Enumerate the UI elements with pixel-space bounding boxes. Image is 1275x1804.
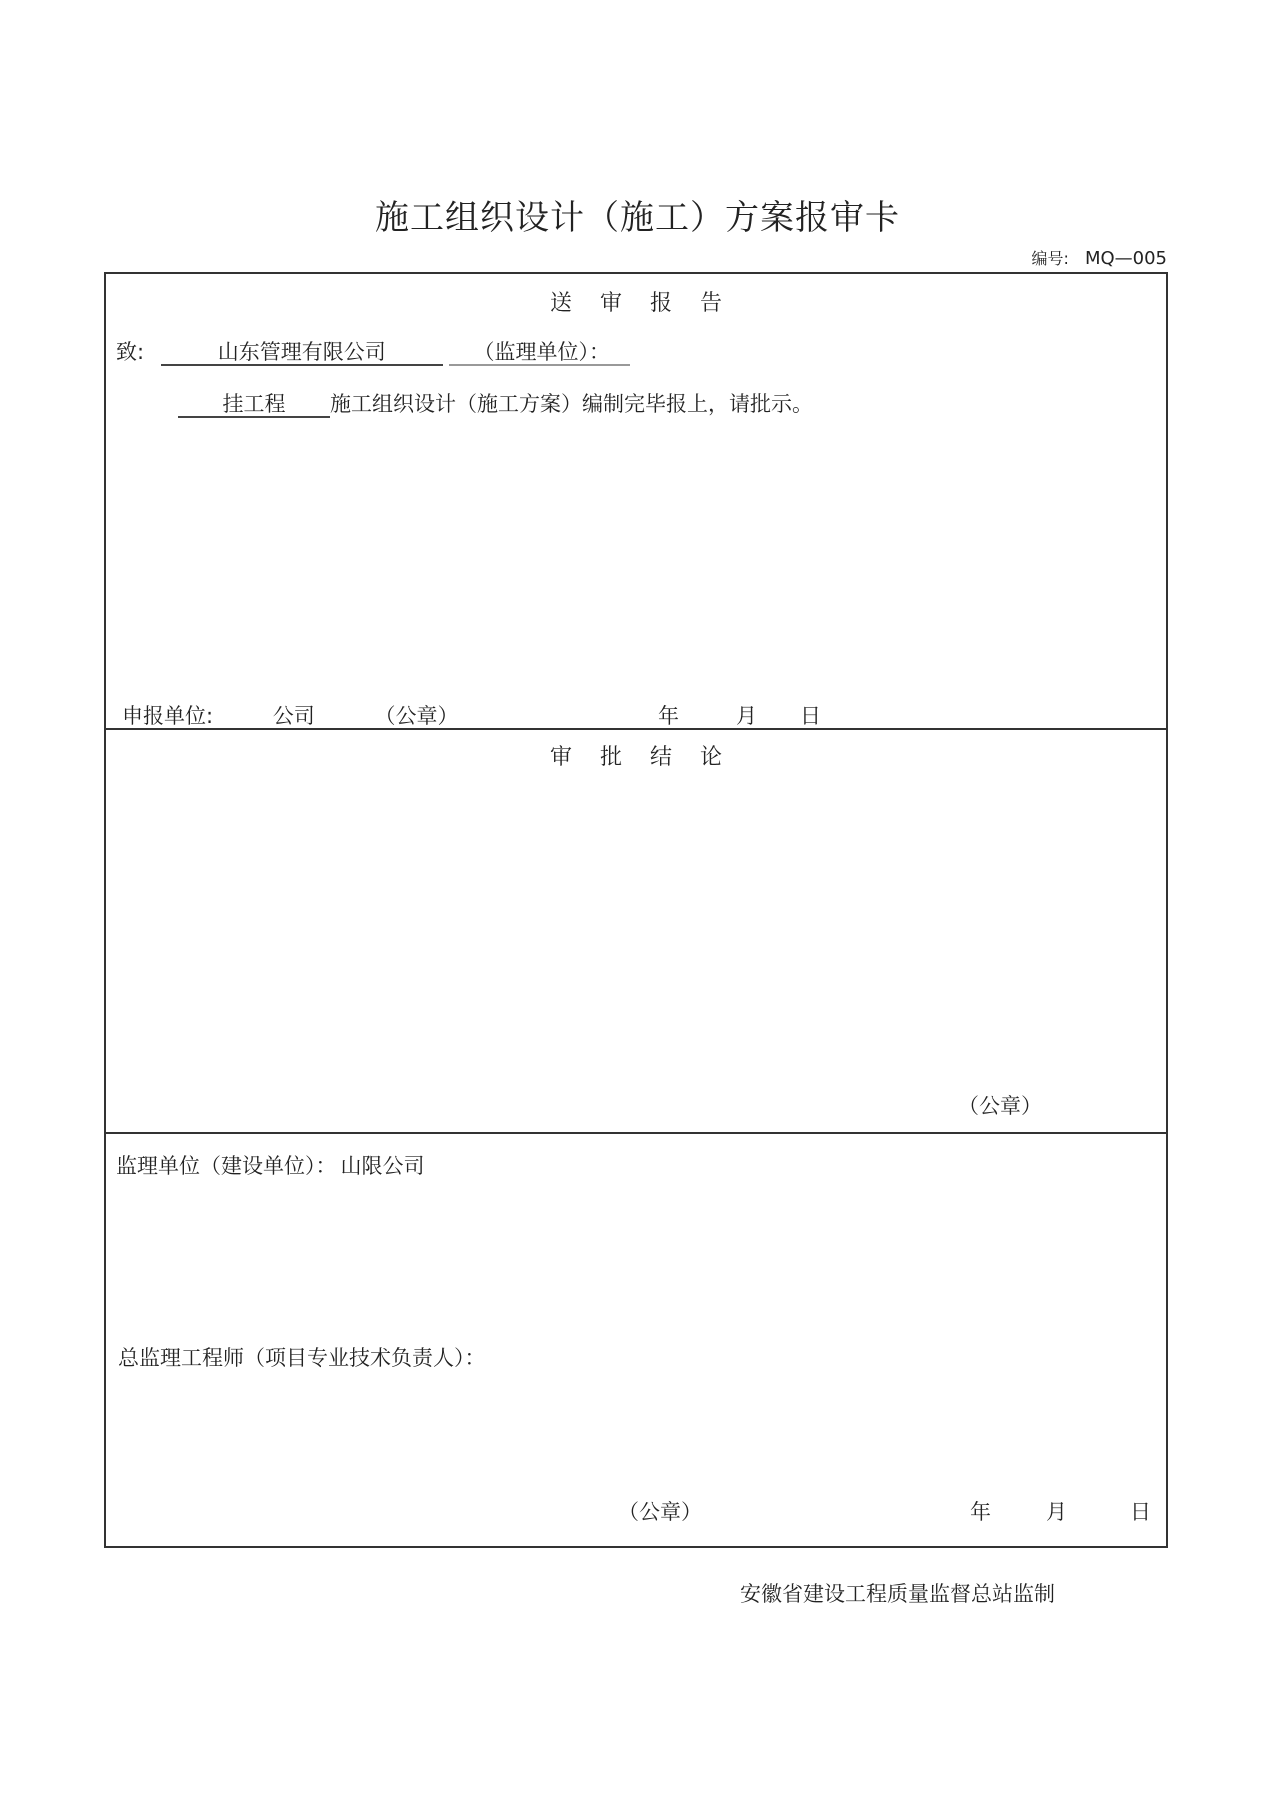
addressee-line [116,336,630,366]
applicant-value: 公司 [244,705,344,730]
supervision-month: 月 [1046,1500,1067,1524]
supervision-day: 日 [1130,1500,1151,1524]
project-line [178,388,813,418]
document-code-label: 编号: [1031,249,1069,268]
approval-heading: 审 批 结 论 [549,745,723,770]
project-name: 挂工程 [178,393,330,418]
chief-engineer-label: 总监理工程师（项目专业技术负责人）： [118,1346,486,1370]
issuer-footer: 安徽省建设工程质量监督总站监制 [740,1582,1055,1606]
applicant-line [122,700,458,730]
divider [106,728,1166,730]
approval-form [104,272,1168,1548]
project-text: 施工组织设计（施工方案）编制完毕报上，请批示。 [330,392,813,416]
addressee-suffix: （监理单位）： [449,341,630,366]
addressee-value: 山东管理有限公司 [161,341,443,366]
supervision-seal: （公章） [618,1500,702,1524]
supervision-year: 年 [970,1500,991,1524]
report-day: 日 [800,704,821,728]
document-code-value: MQ—005 [1084,248,1167,269]
document-code [1032,246,1167,269]
applicant-seal: （公章） [374,704,459,728]
addressee-label: 致: [116,340,145,364]
report-month: 月 [736,704,757,728]
report-year: 年 [658,704,679,728]
page-title: 施工组织设计（施工）方案报审卡 [375,198,900,238]
approval-seal: （公章） [958,1094,1042,1118]
applicant-label: 申报单位: [122,704,214,728]
supervision-unit-label: 监理单位（建设单位）： [116,1154,337,1178]
supervision-unit-value: 山限公司 [340,1154,425,1178]
divider [106,1132,1166,1134]
report-heading: 送 审 报 告 [549,291,723,316]
supervision-unit-line [116,1150,425,1180]
